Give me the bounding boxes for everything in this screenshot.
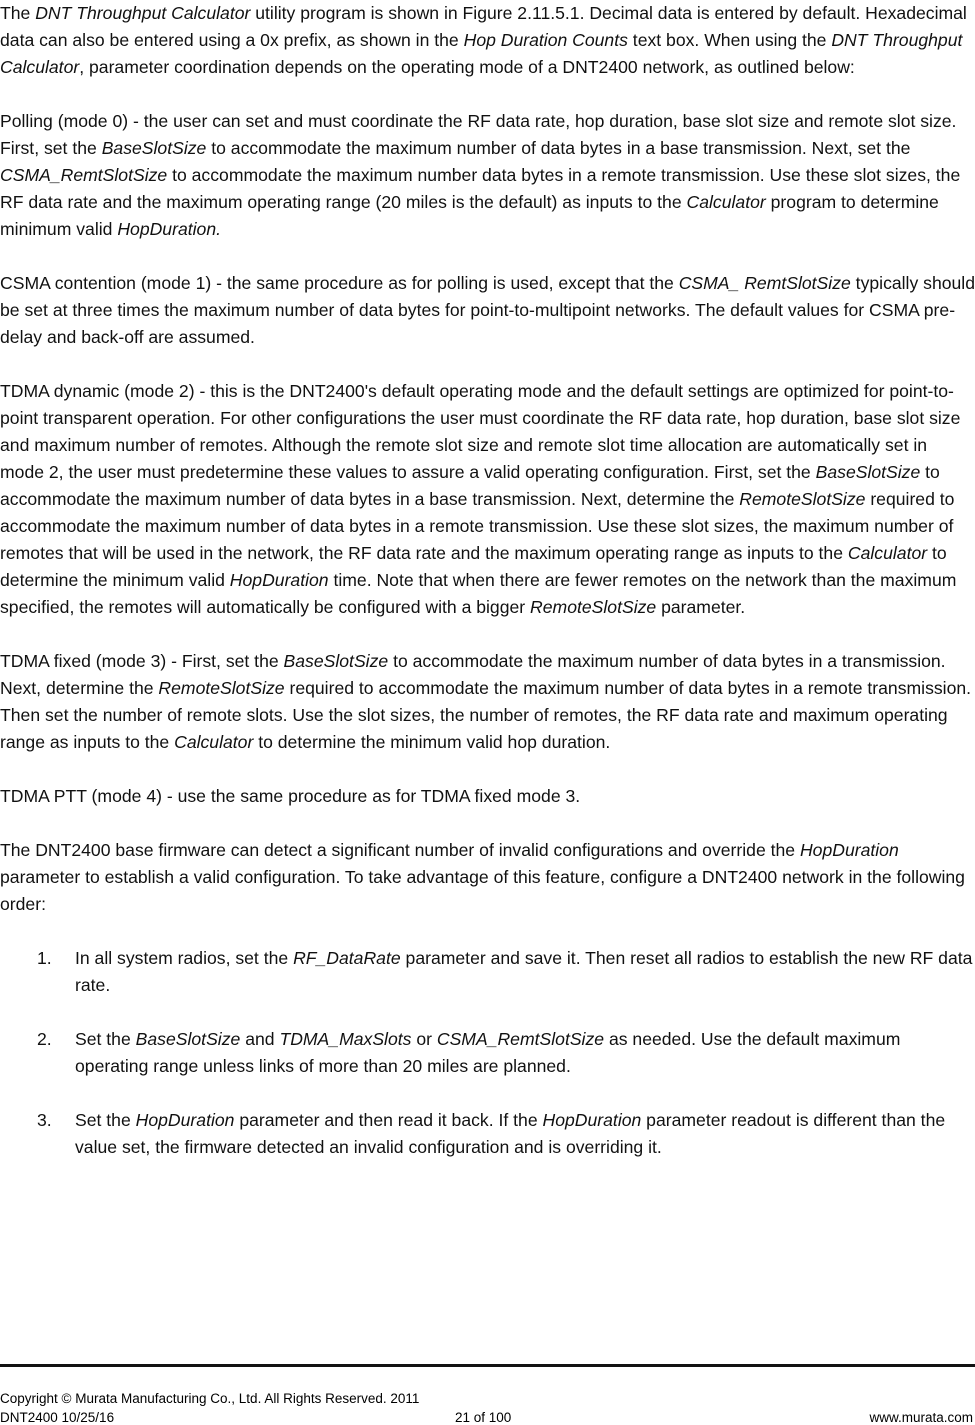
italic-term: BaseSlotSize: [135, 1029, 241, 1049]
list-item: [0, 945, 975, 999]
italic-term: BaseSlotSize: [101, 138, 207, 158]
italic-term: Calculator: [174, 732, 254, 752]
italic-term: HopDuration: [135, 1110, 235, 1130]
paragraph-firmware-override: The DNT2400 base firmware can detect a significant number of invalid configurations and override the HopDuration parameter to establish a valid configuration. To take advantage of this feature, configure a DNT2400 network in the following order:: [0, 840, 965, 914]
italic-term: HopDuration.: [117, 219, 221, 239]
italic-term: RemoteSlotSize: [739, 489, 866, 509]
list-item: [0, 1026, 975, 1080]
paragraph-calculator-intro: The DNT Throughput Calculator utility program is shown in Figure 2.11.5.1. Decimal data is entered by default. Hexadecimal data can also be entered using a 0x prefix, as shown in the Hop Duration Counts text box. When using the DNT Throughput Calculator, parameter coordination depends on the operating mode of a DNT2400 network, as outlined below:: [0, 3, 967, 77]
footer-divider: [0, 1364, 975, 1367]
list-number: 2.: [37, 1029, 52, 1049]
paragraph-polling-mode: Polling (mode 0) - the user can set and must coordinate the RF data rate, hop duration, base slot size and remote slot size. First, set the BaseSlotSize to accommodate the maximum number of data bytes in a base transmission. Next, set the CSMA_RemtSlotSize to accommodate the maximum number data bytes in a remote transmission. Use these slot sizes, the RF data rate and the maximum operating range (20 miles is the default) as inputs to the Calculator program to determine minimum valid HopDuration.: [0, 111, 961, 239]
italic-term: RemoteSlotSize: [530, 597, 657, 617]
page-number: 21 of 100: [455, 1410, 512, 1425]
paragraph-tdma-ptt-mode: TDMA PTT (mode 4) - use the same procedure as for TDMA fixed mode 3.: [0, 786, 581, 806]
paragraph-tdma-fixed-mode: TDMA fixed (mode 3) - First, set the BaseSlotSize to accommodate the maximum number of data bytes in a transmission. Next, determine the RemoteSlotSize required to accommodate the maximum number of data bytes in a remote transmission. Then set the number of remote slots. Use the slot sizes, the number of remotes, the RF data rate and maximum operating range as inputs to the Calculator to determine the minimum valid hop duration.: [0, 651, 972, 752]
italic-term: Hop Duration Counts: [463, 30, 628, 50]
italic-term: CSMA_RemtSlotSize: [436, 1029, 605, 1049]
list-item-text: Set the HopDuration parameter and then read it back. If the HopDuration parameter readout is different than the value set, the firmware detected an invalid configuration and is overriding it.: [75, 1110, 946, 1157]
italic-term: CSMA_RemtSlotSize: [0, 165, 168, 185]
italic-term: RemoteSlotSize: [158, 678, 285, 698]
italic-term: DNT Throughput Calculator: [35, 3, 251, 23]
italic-term: BaseSlotSize: [815, 462, 921, 482]
list-item-text: In all system radios, set the RF_DataRate parameter and save it. Then reset all radios to establish the new RF data rate.: [75, 948, 973, 995]
italic-term: RF_DataRate: [293, 948, 401, 968]
italic-term: CSMA_ RemtSlotSize: [678, 273, 851, 293]
list-item: [0, 1107, 975, 1161]
document-id: DNT2400 10/25/16: [0, 1410, 115, 1425]
italic-term: HopDuration: [799, 840, 899, 860]
italic-term: BaseSlotSize: [283, 651, 389, 671]
list-number: 3.: [37, 1110, 52, 1130]
italic-term: HopDuration: [229, 570, 329, 590]
italic-term: Calculator: [847, 543, 928, 563]
paragraph-tdma-dynamic-mode: TDMA dynamic (mode 2) - this is the DNT2400's default operating mode and the default settings are optimized for point-to-point transparent operation. For other configurations the user must coordinate the RF data rate, hop duration, base slot size and maximum number of remotes. Although the remote slot size and remote slot time allocation are automatically set in mode 2, the user must predetermine these values to assure a valid operating configuration. First, set the BaseSlotSize to accommodate the maximum number of data bytes in a base transmission. Next, determine the RemoteSlotSize required to accommodate the maximum number of data bytes in a remote transmission. Use these slot sizes, the maximum number of remotes that will be used in the network, the RF data rate and the maximum operating range as inputs to the Calculator to determine the minimum valid HopDuration time. Note that when there are fewer remotes on the network than the maximum specified, the remotes will automatically be configured with a bigger RemoteSlotSize parameter.: [0, 381, 961, 617]
website-link[interactable]: www.murata.com: [869, 1410, 973, 1425]
copyright-text: Copyright © Murata Manufacturing Co., Ltd. All Rights Reserved. 2011: [0, 1391, 420, 1406]
italic-term: Calculator: [686, 192, 766, 212]
italic-term: TDMA_MaxSlots: [279, 1029, 412, 1049]
list-item-text: Set the BaseSlotSize and TDMA_MaxSlots or CSMA_RemtSlotSize as needed. Use the default maximum operating range unless links of more than 20 miles are planned.: [75, 1029, 901, 1076]
italic-term: HopDuration: [542, 1110, 642, 1130]
paragraph-csma-mode: CSMA contention (mode 1) - the same procedure as for polling is used, except that the CSMA_ RemtSlotSize typically should be set at three times the maximum number of data bytes for point-to-multipoint networks. The default values for CSMA pre-delay and back-off are assumed.: [0, 273, 975, 347]
italic-term: DNT Throughput Calculator: [0, 30, 963, 77]
list-number: 1.: [37, 948, 52, 968]
